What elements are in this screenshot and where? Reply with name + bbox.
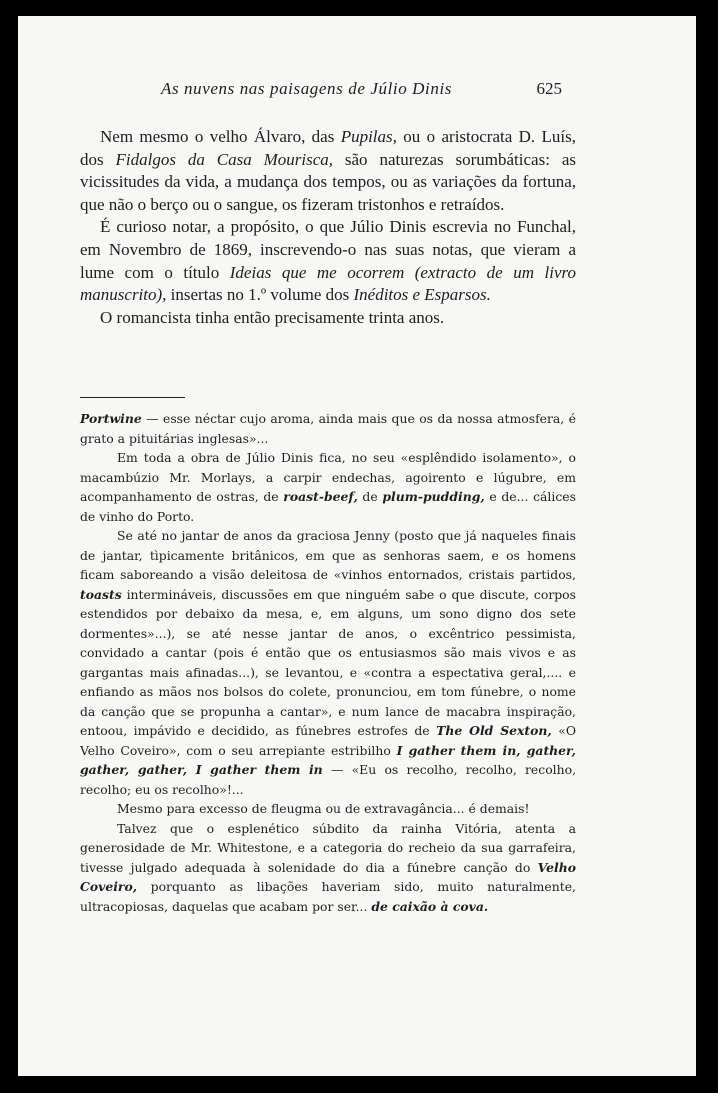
title-ideias: Ideias que me ocorrem (extracto de um livro manuscrito),	[80, 262, 576, 305]
page-number: 625	[536, 79, 562, 98]
footnote-paragraph-1: Portwine — esse néctar cujo aroma, ainda mais que os da nossa atmosfera, é grato a pituitárias inglesas»...	[80, 411, 576, 446]
footnote-paragraph-4: Mesmo para excesso de fleugma ou de extravagância... é demais!	[117, 801, 530, 816]
body-paragraph-3: O romancista tinha então precisamente trinta anos.	[100, 307, 445, 327]
title-ineditos: Inéditos e Esparsos.	[353, 285, 491, 305]
footnote-paragraph-2: Em toda a obra de Júlio Dinis fica, no seu «esplêndido isolamento», o macambúzio Mr. Morlays, a carpir endechas, agoirento e lúgubre, em acompanhamento de ostras, de roast-beef, de plum-pudding, e de... cálices de vinho do Porto.	[80, 450, 576, 524]
running-title: As nuvens nas paisagens de Júlio Dinis	[161, 79, 452, 98]
footnote-paragraph-5: Talvez que o esplenético súbdito da rainha Vitória, atenta a generosidade de Mr. Whitestone, e a categoria do recheio da sua garrafeira, tivesse julgado adequada à solenidade do dia a fúnebre canção do Velho Coveiro, porquanto as libações haveriam sido, muito naturalmente, ultracopiosas, daquelas que acabam por ser... de caixão à cova.	[80, 820, 576, 914]
body-text	[80, 126, 576, 329]
footnote-divider	[80, 397, 185, 398]
title-fidalgos: Fidalgos da Casa Mourisca,	[115, 149, 333, 169]
title-pupilas: Pupilas,	[340, 127, 397, 146]
footnote-paragraph-3: Se até no jantar de anos da graciosa Jenny (posto que já naqueles finais de jantar, tìpicamente britânicos, em que as senhoras saem, e os homens ficam saboreando a visão deleitosa de «vinhos entornados, cristais partidos, toasts intermináveis, discussões em que ninguém sabe o que discute, corpos estendidos por debaixo da mesa, e, em alguns, um sono digno dos sete dormentes»...), se até nesse jantar de anos, o excêntrico pessimista, convidado a cantar (pois é então que os entusiasmos são mais vivos e as gargantas mais afinadas...), se levantou, e «contra a espectativa geral,.... e enfiando as mãos nos bolsos do colete, pronunciou, em tom fúnebre, o nome da canção que se propunha a cantar», e num lance de macabra inspiração, entoou, impávido e decidido, as fúnebres estrofes de The Old Sexton, «O Velho Coveiro», com o seu arrepiante estribilho I gather them in, gather, gather, gather, I gather them in — «Eu os recolho, recolho, recolho, recolho; eu os recolho»!...	[80, 528, 577, 797]
body-paragraph-2: É curioso notar, a propósito, o que Júlio Dinis escrevia no Funchal, em Novembro de 1869, inscrevendo-o nas suas notas, que vieram a lume com o título Ideias que me ocorrem (extracto de um livro manuscrito), insertas no 1.º volume dos Inéditos e Esparsos.	[80, 217, 576, 305]
page-header	[18, 79, 696, 103]
body-paragraph-1: Nem mesmo o velho Álvaro, das Pupilas, ou o aristocrata D. Luís, dos Fidalgos da Casa Mourisca, são naturezas sorumbáticas: as vicissitudes da vida, a mudança dos tempos, ou as variações da fortuna, que não o berço ou o sangue, os fizeram tristonhos e retraídos.	[80, 127, 576, 214]
footnotes	[80, 409, 576, 916]
book-page	[18, 16, 696, 1076]
